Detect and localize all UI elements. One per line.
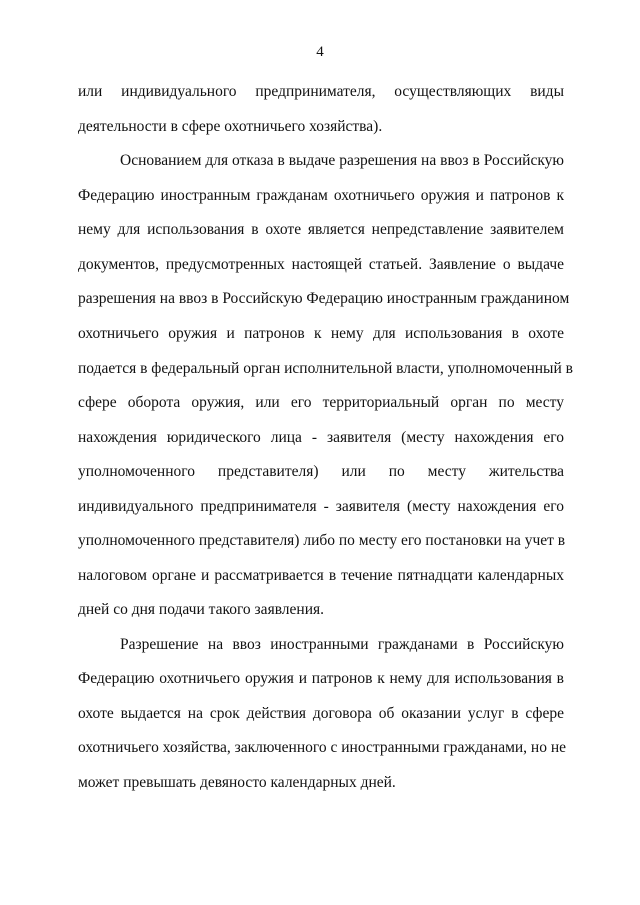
paragraph-2-line-3: нему для использования в охоте является непредставление заявителем <box>78 221 564 238</box>
paragraph-2-line-13: налоговом органе и рассматривается в течение пятнадцати календарных <box>78 567 564 584</box>
paragraph-2-line-5: разрешения на ввоз в Российскую Федерацию иностранным гражданином <box>78 290 570 307</box>
paragraph-2-line-8: сфере оборота оружия, или его территориальный орган по месту <box>78 394 564 411</box>
paragraph-2-line-4: документов, предусмотренных настоящей статьей. Заявление о выдаче <box>78 256 564 273</box>
paragraph-2-line-11: индивидуального предпринимателя - заявителя (месту нахождения его <box>78 498 564 515</box>
paragraph-2-line-6: охотничьего оружия и патронов к нему для использования в охоте <box>78 325 564 342</box>
paragraph-3-line-1: Разрешение на ввоз иностранными гражданами в Российскую <box>120 636 564 653</box>
paragraph-1-line-1: или индивидуального предпринимателя, осуществляющих виды <box>78 83 564 100</box>
paragraph-2-line-14: дней со дня подачи такого заявления. <box>78 601 325 618</box>
paragraph-2-line-10: уполномоченного представителя) или по месту жительства <box>78 463 564 480</box>
page-number: 4 <box>316 44 324 60</box>
paragraph-3-line-4: охотничьего хозяйства, заключенного с иностранными гражданами, но не <box>78 739 567 756</box>
paragraph-3-line-3: охоте выдается на срок действия договора об оказании услуг в сфере <box>78 705 564 722</box>
paragraph-2-line-9: нахождения юридического лица - заявителя (месту нахождения его <box>78 429 564 446</box>
paragraph-2-line-2: Федерацию иностранным гражданам охотничьего оружия и патронов к <box>78 187 564 204</box>
paragraph-3-line-2: Федерацию охотничьего оружия и патронов к нему для использования в <box>78 670 564 687</box>
paragraph-2-line-12: уполномоченного представителя) либо по месту его постановки на учет в <box>78 532 566 549</box>
paragraph-2-line-7: подается в федеральный орган исполнительной власти, уполномоченный в <box>78 360 573 377</box>
paragraph-1-line-2: деятельности в сфере охотничьего хозяйства). <box>78 118 383 135</box>
paragraph-2-line-1: Основанием для отказа в выдаче разрешения на ввоз в Российскую <box>120 152 564 169</box>
paragraph-3-line-5: может превышать девяносто календарных дней. <box>78 774 396 791</box>
